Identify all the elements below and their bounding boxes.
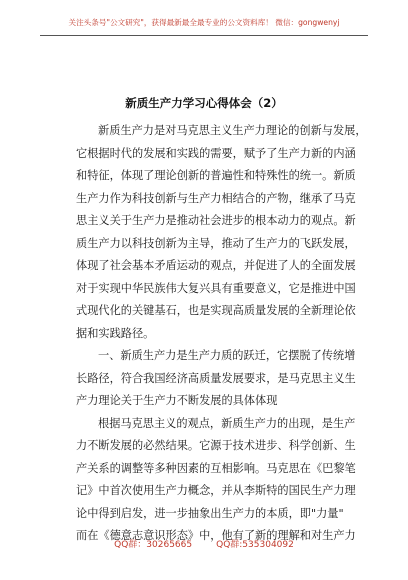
header-notice: 关注头条号"公文研究"，获得最新最全最专业的公文资料库！ 微信：gongwenyj [68, 18, 340, 27]
body-line: 论中得到启发，进一步抽象出生产力的本质，即"力量" [76, 506, 344, 520]
document-title: 新质生产力学习心得体会（2） [125, 96, 283, 110]
document-body [76, 120, 367, 548]
body-line: 它根据时代的发展和实践的需要，赋予了生产力新的内涵 [76, 146, 356, 160]
body-line: 根据马克思主义的观点，新质生产力的出现，是生产 [98, 416, 356, 430]
section-heading-line: 一、新质生产力是生产力质的跃迁，它摆脱了传统增 [98, 349, 356, 362]
body-line: 体现了社会基本矛盾运动的观点，并促进了人的全面发展 [76, 259, 356, 272]
body-line: 记》中首次使用生产力概念，并从李斯特的国民生产力理 [76, 484, 356, 497]
body-line: 据和实践路径。 [76, 326, 155, 340]
body-line: 而在《德意志意识形态》中，他有了新的理解和对生产力 [76, 529, 356, 542]
footer-contact [0, 537, 408, 550]
body-line: 质生产力以科技创新为主导，推动了生产力的飞跃发展， [76, 236, 356, 250]
footer-qq-group-2: QQ群:535304092 [216, 540, 294, 550]
body-line: 产关系的调整等多种因素的互相影响。马克思在《巴黎笔 [76, 461, 356, 475]
body-line: 对于实现中华民族伟大复兴具有重要意义，它是推进中国 [76, 281, 356, 295]
body-line: 力不断发展的必然结果。它源于技术进步、科学创新、生 [76, 439, 356, 452]
section-heading-line: 长路径，符合我国经济高质量发展要求，是马克思主义生 [76, 371, 356, 385]
body-line: 式现代化的关键基石，也是实现高质量发展的全新理论依 [76, 304, 356, 317]
footer-qq-group-1: QQ群：30265665 [114, 540, 193, 550]
section-heading-line: 产力理论关于生产力不断发展的具体体现 [76, 394, 278, 407]
body-line: 新质生产力是对马克思主义生产力理论的创新与发展， [98, 124, 367, 137]
body-line: 思主义关于生产力是推动社会进步的根本动力的观点。新 [76, 214, 356, 227]
body-line: 生产力作为科技创新与生产力相结合的产物，继承了马克 [76, 191, 356, 205]
header-divider [40, 35, 368, 36]
body-line: 和特征，体现了理论创新的普遍性和特殊性的统一。新质 [76, 169, 356, 182]
